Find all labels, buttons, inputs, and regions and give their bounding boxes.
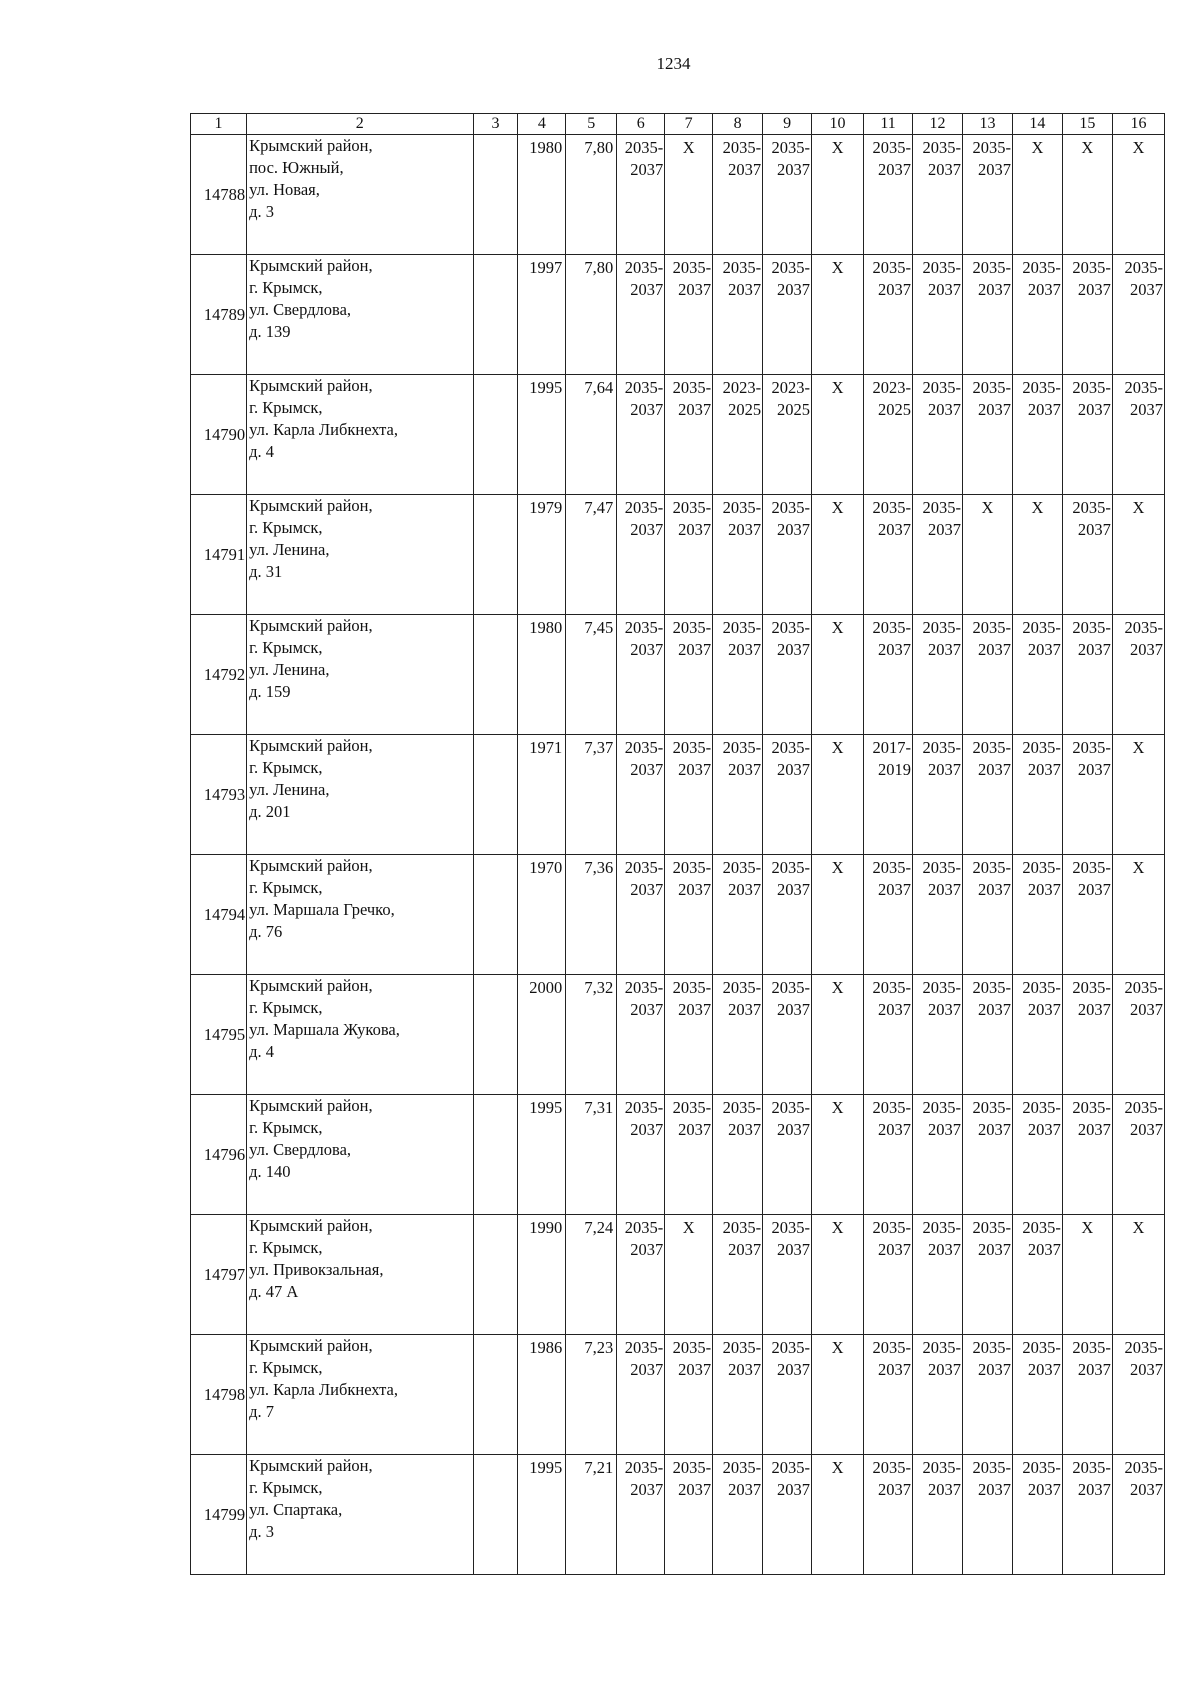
period-cell-13: 2035- 2037	[962, 255, 1012, 375]
address-cell	[247, 1215, 473, 1335]
column-header-11: 11	[864, 114, 913, 135]
period-cell-11: 2035- 2037	[864, 255, 913, 375]
period-cell-16: X	[1112, 1215, 1164, 1335]
period-cell-15: X	[1062, 135, 1112, 255]
period-cell-8: 2035- 2037	[713, 1335, 763, 1455]
period-cell-13: 2035- 2037	[962, 855, 1012, 975]
address-line: Крымский район,	[249, 616, 373, 635]
address-line: г. Крымск,	[249, 518, 323, 537]
address-line: ул. Ленина,	[249, 660, 330, 679]
period-cell-10: X	[812, 135, 864, 255]
period-cell-10: X	[812, 615, 864, 735]
record-number: 14797	[191, 1215, 247, 1335]
address-cell	[247, 1095, 473, 1215]
address-line: д. 4	[249, 442, 274, 461]
period-cell-7: 2035- 2037	[665, 1335, 713, 1455]
period-cell-8: 2035- 2037	[713, 1455, 763, 1575]
period-cell-10: X	[812, 975, 864, 1095]
period-cell-7: 2035- 2037	[665, 255, 713, 375]
period-cell-15: 2035- 2037	[1062, 855, 1112, 975]
address-line: Крымский район,	[249, 496, 373, 515]
table-body	[191, 135, 1165, 1575]
address-line: д. 47 А	[249, 1282, 299, 1301]
address-line: Крымский район,	[249, 1336, 373, 1355]
year-cell: 1970	[518, 855, 566, 975]
column-3-cell	[473, 1215, 518, 1335]
period-cell-12: 2035- 2037	[913, 495, 963, 615]
value-cell: 7,21	[566, 1455, 617, 1575]
address-line: ул. Ленина,	[249, 540, 330, 559]
period-cell-16: 2035- 2037	[1112, 1095, 1164, 1215]
period-cell-11: 2035- 2037	[864, 975, 913, 1095]
address-line: ул. Свердлова,	[249, 300, 352, 319]
period-cell-7: X	[665, 1215, 713, 1335]
value-cell: 7,24	[566, 1215, 617, 1335]
record-number: 14790	[191, 375, 247, 495]
table-row	[191, 855, 1165, 975]
column-3-cell	[473, 735, 518, 855]
address-line: г. Крымск,	[249, 1238, 323, 1257]
period-cell-9: 2035- 2037	[763, 615, 812, 735]
address-cell	[247, 495, 473, 615]
period-cell-16: 2035- 2037	[1112, 1455, 1164, 1575]
address-line: ул. Карла Либкнехта,	[249, 420, 398, 439]
column-header-5: 5	[566, 114, 617, 135]
period-cell-13: 2035- 2037	[962, 1215, 1012, 1335]
address-line: Крымский район,	[249, 136, 373, 155]
period-cell-11: 2035- 2037	[864, 135, 913, 255]
period-cell-9: 2035- 2037	[763, 135, 812, 255]
period-cell-14: 2035- 2037	[1012, 975, 1062, 1095]
page-number: 1234	[656, 54, 691, 73]
table-row	[191, 735, 1165, 855]
period-cell-15: 2035- 2037	[1062, 1095, 1112, 1215]
period-cell-6: 2035- 2037	[617, 495, 665, 615]
period-cell-6: 2035- 2037	[617, 375, 665, 495]
period-cell-8: 2023- 2025	[713, 375, 763, 495]
period-cell-13: 2035- 2037	[962, 735, 1012, 855]
address-line: ул. Свердлова,	[249, 1140, 352, 1159]
period-cell-16: X	[1112, 855, 1164, 975]
period-cell-6: 2035- 2037	[617, 975, 665, 1095]
address-line: Крымский район,	[249, 376, 373, 395]
period-cell-15: 2035- 2037	[1062, 975, 1112, 1095]
address-line: Крымский район,	[249, 976, 373, 995]
period-cell-12: 2035- 2037	[913, 375, 963, 495]
period-cell-11: 2023- 2025	[864, 375, 913, 495]
period-cell-6: 2035- 2037	[617, 735, 665, 855]
address-line: д. 4	[249, 1042, 274, 1061]
period-cell-9: 2035- 2037	[763, 255, 812, 375]
period-cell-8: 2035- 2037	[713, 735, 763, 855]
period-cell-11: 2035- 2037	[864, 1215, 913, 1335]
period-cell-10: X	[812, 495, 864, 615]
table-row	[191, 135, 1165, 255]
column-header-3: 3	[473, 114, 518, 135]
period-cell-16: 2035- 2037	[1112, 255, 1164, 375]
year-cell: 1979	[518, 495, 566, 615]
address-cell	[247, 735, 473, 855]
address-line: д. 139	[249, 322, 291, 341]
header-row	[191, 114, 1165, 135]
period-cell-11: 2035- 2037	[864, 1335, 913, 1455]
address-line: г. Крымск,	[249, 878, 323, 897]
period-cell-12: 2035- 2037	[913, 855, 963, 975]
column-header-14: 14	[1012, 114, 1062, 135]
period-cell-9: 2035- 2037	[763, 1095, 812, 1215]
period-cell-10: X	[812, 855, 864, 975]
table-row	[191, 495, 1165, 615]
period-cell-7: 2035- 2037	[665, 855, 713, 975]
period-cell-8: 2035- 2037	[713, 855, 763, 975]
record-number: 14793	[191, 735, 247, 855]
record-number: 14792	[191, 615, 247, 735]
period-cell-12: 2035- 2037	[913, 255, 963, 375]
period-cell-15: 2035- 2037	[1062, 375, 1112, 495]
period-cell-14: 2035- 2037	[1012, 1335, 1062, 1455]
record-number: 14794	[191, 855, 247, 975]
table-row	[191, 1095, 1165, 1215]
period-cell-15: X	[1062, 1215, 1112, 1335]
period-cell-13: 2035- 2037	[962, 975, 1012, 1095]
period-cell-16: X	[1112, 495, 1164, 615]
period-cell-14: 2035- 2037	[1012, 1095, 1062, 1215]
column-header-8: 8	[713, 114, 763, 135]
address-line: Крымский район,	[249, 1096, 373, 1115]
period-cell-16: X	[1112, 735, 1164, 855]
column-header-12: 12	[913, 114, 963, 135]
period-cell-13: 2035- 2037	[962, 1335, 1012, 1455]
table-row	[191, 255, 1165, 375]
address-line: г. Крымск,	[249, 1358, 323, 1377]
column-header-15: 15	[1062, 114, 1112, 135]
record-number: 14791	[191, 495, 247, 615]
period-cell-8: 2035- 2037	[713, 615, 763, 735]
period-cell-16: 2035- 2037	[1112, 615, 1164, 735]
period-cell-8: 2035- 2037	[713, 975, 763, 1095]
period-cell-16: X	[1112, 135, 1164, 255]
period-cell-14: 2035- 2037	[1012, 615, 1062, 735]
period-cell-6: 2035- 2037	[617, 255, 665, 375]
year-cell: 1995	[518, 1455, 566, 1575]
period-cell-13: 2035- 2037	[962, 615, 1012, 735]
address-line: ул. Спартака,	[249, 1500, 343, 1519]
address-cell	[247, 615, 473, 735]
period-cell-11: 2017- 2019	[864, 735, 913, 855]
period-cell-13: 2035- 2037	[962, 375, 1012, 495]
value-cell: 7,64	[566, 375, 617, 495]
housing-registry-table	[190, 113, 1165, 1575]
period-cell-8: 2035- 2037	[713, 495, 763, 615]
period-cell-12: 2035- 2037	[913, 1455, 963, 1575]
period-cell-7: 2035- 2037	[665, 1095, 713, 1215]
record-number: 14795	[191, 975, 247, 1095]
address-line: Крымский район,	[249, 256, 373, 275]
period-cell-12: 2035- 2037	[913, 1335, 963, 1455]
address-line: г. Крымск,	[249, 1118, 323, 1137]
period-cell-13: X	[962, 495, 1012, 615]
address-line: д. 140	[249, 1162, 291, 1181]
column-header-9: 9	[763, 114, 812, 135]
period-cell-12: 2035- 2037	[913, 735, 963, 855]
period-cell-8: 2035- 2037	[713, 1215, 763, 1335]
address-line: Крымский район,	[249, 1216, 373, 1235]
period-cell-15: 2035- 2037	[1062, 615, 1112, 735]
address-line: ул. Ленина,	[249, 780, 330, 799]
table-row	[191, 975, 1165, 1095]
period-cell-12: 2035- 2037	[913, 975, 963, 1095]
period-cell-9: 2035- 2037	[763, 855, 812, 975]
column-3-cell	[473, 495, 518, 615]
period-cell-9: 2035- 2037	[763, 735, 812, 855]
period-cell-13: 2035- 2037	[962, 1455, 1012, 1575]
table-row	[191, 375, 1165, 495]
record-number: 14798	[191, 1335, 247, 1455]
value-cell: 7,47	[566, 495, 617, 615]
address-cell	[247, 855, 473, 975]
address-line: г. Крымск,	[249, 638, 323, 657]
period-cell-10: X	[812, 1455, 864, 1575]
year-cell: 1980	[518, 135, 566, 255]
column-header-10: 10	[812, 114, 864, 135]
column-3-cell	[473, 615, 518, 735]
period-cell-15: 2035- 2037	[1062, 495, 1112, 615]
column-header-1: 1	[191, 114, 247, 135]
address-line: д. 76	[249, 922, 283, 941]
period-cell-6: 2035- 2037	[617, 855, 665, 975]
column-3-cell	[473, 135, 518, 255]
period-cell-10: X	[812, 1335, 864, 1455]
period-cell-9: 2035- 2037	[763, 495, 812, 615]
table-row	[191, 1455, 1165, 1575]
address-line: г. Крымск,	[249, 398, 323, 417]
record-number: 14796	[191, 1095, 247, 1215]
period-cell-6: 2035- 2037	[617, 1095, 665, 1215]
period-cell-11: 2035- 2037	[864, 1095, 913, 1215]
period-cell-10: X	[812, 255, 864, 375]
value-cell: 7,80	[566, 255, 617, 375]
address-line: Крымский район,	[249, 1456, 373, 1475]
address-cell	[247, 135, 473, 255]
column-header-16: 16	[1112, 114, 1164, 135]
period-cell-15: 2035- 2037	[1062, 1455, 1112, 1575]
column-3-cell	[473, 1335, 518, 1455]
address-line: г. Крымск,	[249, 998, 323, 1017]
period-cell-14: X	[1012, 135, 1062, 255]
period-cell-15: 2035- 2037	[1062, 735, 1112, 855]
address-line: Крымский район,	[249, 736, 373, 755]
value-cell: 7,80	[566, 135, 617, 255]
period-cell-14: 2035- 2037	[1012, 255, 1062, 375]
column-3-cell	[473, 375, 518, 495]
year-cell: 1997	[518, 255, 566, 375]
address-cell	[247, 255, 473, 375]
period-cell-13: 2035- 2037	[962, 135, 1012, 255]
period-cell-6: 2035- 2037	[617, 1215, 665, 1335]
year-cell: 2000	[518, 975, 566, 1095]
year-cell: 1990	[518, 1215, 566, 1335]
period-cell-11: 2035- 2037	[864, 495, 913, 615]
address-cell	[247, 375, 473, 495]
column-header-4: 4	[518, 114, 566, 135]
table-row	[191, 1215, 1165, 1335]
period-cell-9: 2035- 2037	[763, 1215, 812, 1335]
column-3-cell	[473, 1455, 518, 1575]
address-line: ул. Привокзальная,	[249, 1260, 384, 1279]
period-cell-8: 2035- 2037	[713, 135, 763, 255]
year-cell: 1995	[518, 375, 566, 495]
address-line: д. 3	[249, 1522, 274, 1541]
column-3-cell	[473, 255, 518, 375]
period-cell-10: X	[812, 1215, 864, 1335]
address-cell	[247, 975, 473, 1095]
period-cell-11: 2035- 2037	[864, 615, 913, 735]
period-cell-16: 2035- 2037	[1112, 375, 1164, 495]
period-cell-15: 2035- 2037	[1062, 255, 1112, 375]
year-cell: 1995	[518, 1095, 566, 1215]
table-row	[191, 1335, 1165, 1455]
address-line: д. 31	[249, 562, 283, 581]
column-3-cell	[473, 855, 518, 975]
address-line: д. 3	[249, 202, 274, 221]
address-line: д. 159	[249, 682, 291, 701]
period-cell-14: 2035- 2037	[1012, 735, 1062, 855]
period-cell-14: X	[1012, 495, 1062, 615]
period-cell-8: 2035- 2037	[713, 255, 763, 375]
period-cell-7: 2035- 2037	[665, 615, 713, 735]
period-cell-7: 2035- 2037	[665, 975, 713, 1095]
period-cell-11: 2035- 2037	[864, 1455, 913, 1575]
value-cell: 7,31	[566, 1095, 617, 1215]
period-cell-12: 2035- 2037	[913, 1215, 963, 1335]
value-cell: 7,36	[566, 855, 617, 975]
period-cell-6: 2035- 2037	[617, 135, 665, 255]
period-cell-14: 2035- 2037	[1012, 1215, 1062, 1335]
period-cell-14: 2035- 2037	[1012, 1455, 1062, 1575]
year-cell: 1971	[518, 735, 566, 855]
period-cell-16: 2035- 2037	[1112, 975, 1164, 1095]
address-line: ул. Новая,	[249, 180, 320, 199]
period-cell-11: 2035- 2037	[864, 855, 913, 975]
period-cell-14: 2035- 2037	[1012, 855, 1062, 975]
value-cell: 7,23	[566, 1335, 617, 1455]
address-line: д. 201	[249, 802, 291, 821]
address-line: ул. Маршала Жукова,	[249, 1020, 400, 1039]
table-row	[191, 615, 1165, 735]
value-cell: 7,45	[566, 615, 617, 735]
period-cell-6: 2035- 2037	[617, 1455, 665, 1575]
address-cell	[247, 1335, 473, 1455]
period-cell-6: 2035- 2037	[617, 1335, 665, 1455]
period-cell-9: 2035- 2037	[763, 1335, 812, 1455]
period-cell-10: X	[812, 375, 864, 495]
column-header-2: 2	[247, 114, 473, 135]
address-line: ул. Карла Либкнехта,	[249, 1380, 398, 1399]
address-line: д. 7	[249, 1402, 274, 1421]
period-cell-9: 2035- 2037	[763, 1455, 812, 1575]
period-cell-7: 2035- 2037	[665, 375, 713, 495]
address-cell	[247, 1455, 473, 1575]
period-cell-10: X	[812, 1095, 864, 1215]
address-line: ул. Маршала Гречко,	[249, 900, 395, 919]
column-3-cell	[473, 975, 518, 1095]
period-cell-7: 2035- 2037	[665, 1455, 713, 1575]
period-cell-13: 2035- 2037	[962, 1095, 1012, 1215]
period-cell-12: 2035- 2037	[913, 615, 963, 735]
address-line: Крымский район,	[249, 856, 373, 875]
period-cell-9: 2023- 2025	[763, 375, 812, 495]
period-cell-10: X	[812, 735, 864, 855]
period-cell-7: X	[665, 135, 713, 255]
address-line: г. Крымск,	[249, 278, 323, 297]
record-number: 14799	[191, 1455, 247, 1575]
column-header-6: 6	[617, 114, 665, 135]
column-header-7: 7	[665, 114, 713, 135]
period-cell-6: 2035- 2037	[617, 615, 665, 735]
address-line: г. Крымск,	[249, 758, 323, 777]
period-cell-7: 2035- 2037	[665, 495, 713, 615]
period-cell-9: 2035- 2037	[763, 975, 812, 1095]
period-cell-12: 2035- 2037	[913, 135, 963, 255]
column-3-cell	[473, 1095, 518, 1215]
period-cell-15: 2035- 2037	[1062, 1335, 1112, 1455]
record-number: 14788	[191, 135, 247, 255]
value-cell: 7,37	[566, 735, 617, 855]
address-line: г. Крымск,	[249, 1478, 323, 1497]
period-cell-14: 2035- 2037	[1012, 375, 1062, 495]
period-cell-8: 2035- 2037	[713, 1095, 763, 1215]
period-cell-12: 2035- 2037	[913, 1095, 963, 1215]
value-cell: 7,32	[566, 975, 617, 1095]
period-cell-7: 2035- 2037	[665, 735, 713, 855]
record-number: 14789	[191, 255, 247, 375]
address-line: пос. Южный,	[249, 158, 344, 177]
year-cell: 1986	[518, 1335, 566, 1455]
year-cell: 1980	[518, 615, 566, 735]
column-header-13: 13	[962, 114, 1012, 135]
period-cell-16: 2035- 2037	[1112, 1335, 1164, 1455]
